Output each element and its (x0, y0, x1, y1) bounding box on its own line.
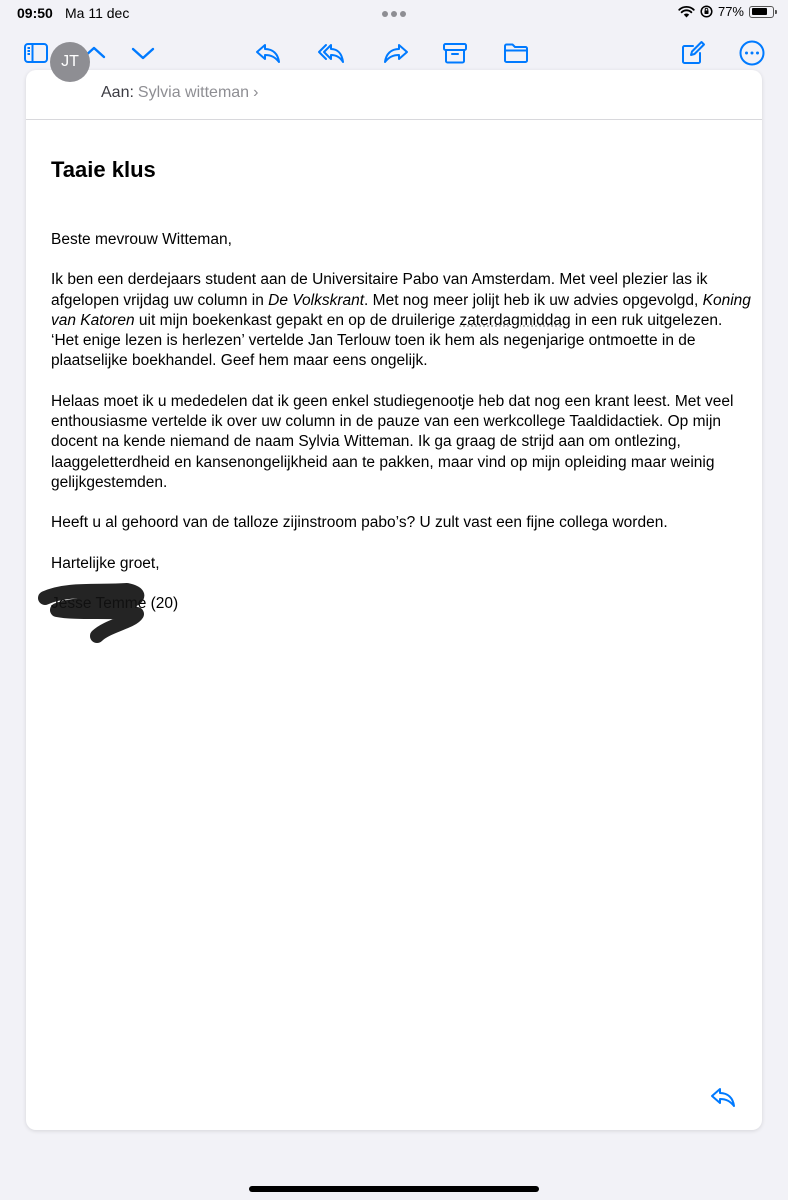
header-divider (26, 119, 762, 120)
paragraph-3: Heeft u al gehoord van de talloze zijinstroom pabo’s? U zult vast een fijne collega worden. (51, 514, 668, 532)
signature-line (51, 594, 751, 614)
paragraph-1-part-a: Ik ben een derdejaars student aan de Universitaire Pabo van Amsterdam. Met veel plezier las ik afgelopen vrijdag uw column in (51, 271, 708, 309)
battery-icon (749, 6, 774, 18)
reply-floating-button[interactable] (706, 1080, 740, 1114)
forward-icon (382, 39, 410, 67)
more-button[interactable] (735, 36, 769, 70)
mail-subject: Taaie klus (51, 157, 156, 182)
paragraph-1 (51, 270, 751, 371)
signature: Jesse Temme (20) (51, 594, 179, 612)
closing: Hartelijke groet, (51, 554, 160, 572)
battery-level-fill (752, 8, 767, 15)
reply-icon (709, 1083, 737, 1111)
to-label: Aan: (101, 84, 134, 101)
folder-icon (502, 39, 530, 67)
paragraph-1-part-c: uit mijn boekenkast gepakt en op de druilerige (134, 311, 460, 329)
wifi-icon (678, 5, 695, 18)
home-indicator[interactable] (249, 1186, 539, 1192)
multitasking-dots-icon[interactable] (382, 11, 406, 17)
newspaper-title: De Volkskrant (268, 291, 365, 309)
sidebar-icon (22, 39, 50, 67)
paragraph-2: Helaas moet ik u mededelen dat ik geen enkel studiegenootje heb dat nog een krant leest. Met veel enthousiasme vertelde ik over uw column in de pauze van een werkcollege Taaldidactiek. Op mijn docent na kende niemand de naam Sylvia Witteman. Ik ga graag de strijd aan om ontlezing, laaggeletterdheid en kansenongelijkheid aan te pakken, maar vind op mijn opleiding maar weinig gelijkgestemden. (51, 392, 734, 491)
mail-message-card (26, 53, 762, 1130)
greeting: Beste mevrouw Witteman, (51, 231, 232, 248)
compose-icon (679, 39, 707, 67)
reply-button[interactable] (251, 36, 285, 70)
sidebar-button[interactable] (19, 36, 53, 70)
reply-all-button[interactable] (314, 36, 348, 70)
forward-button[interactable] (379, 36, 413, 70)
archive-button[interactable] (438, 36, 472, 70)
sender-avatar[interactable]: JT (50, 42, 90, 82)
orientation-lock-icon (700, 5, 713, 18)
recipient-row[interactable] (101, 84, 258, 102)
reply-all-icon (317, 39, 345, 67)
more-icon (738, 39, 766, 67)
compose-button[interactable] (676, 36, 710, 70)
next-message-button[interactable] (126, 36, 160, 70)
status-bar (0, 0, 788, 28)
status-time: 09:50 (17, 5, 53, 21)
status-indicators (678, 4, 774, 19)
move-to-folder-button[interactable] (499, 36, 533, 70)
paragraph-1-part-b: . Met nog meer jolijt heb ik uw advies opgevolgd, (364, 291, 703, 309)
chevron-down-icon (129, 39, 157, 67)
paragraph-1-part-d: in een ruk uitgelezen. ‘Het enige lezen is herlezen’ vertelde Jan Terlouw toen ik hem als negenjarige ontmoette in de plaatselijke boekhandel. Geef hem maar eens ongelijk. (51, 311, 723, 370)
chevron-right-icon: › (253, 84, 259, 101)
battery-percentage: 77% (717, 4, 744, 19)
status-date: Ma 11 dec (65, 5, 130, 21)
archive-icon (441, 39, 469, 67)
recipient-name[interactable]: Sylvia witteman (137, 84, 250, 101)
book-title: Koning van Katoren (51, 291, 751, 329)
detected-date-link[interactable]: zaterdagmiddag (459, 311, 571, 329)
reply-icon (254, 39, 282, 67)
mail-body (51, 230, 751, 634)
